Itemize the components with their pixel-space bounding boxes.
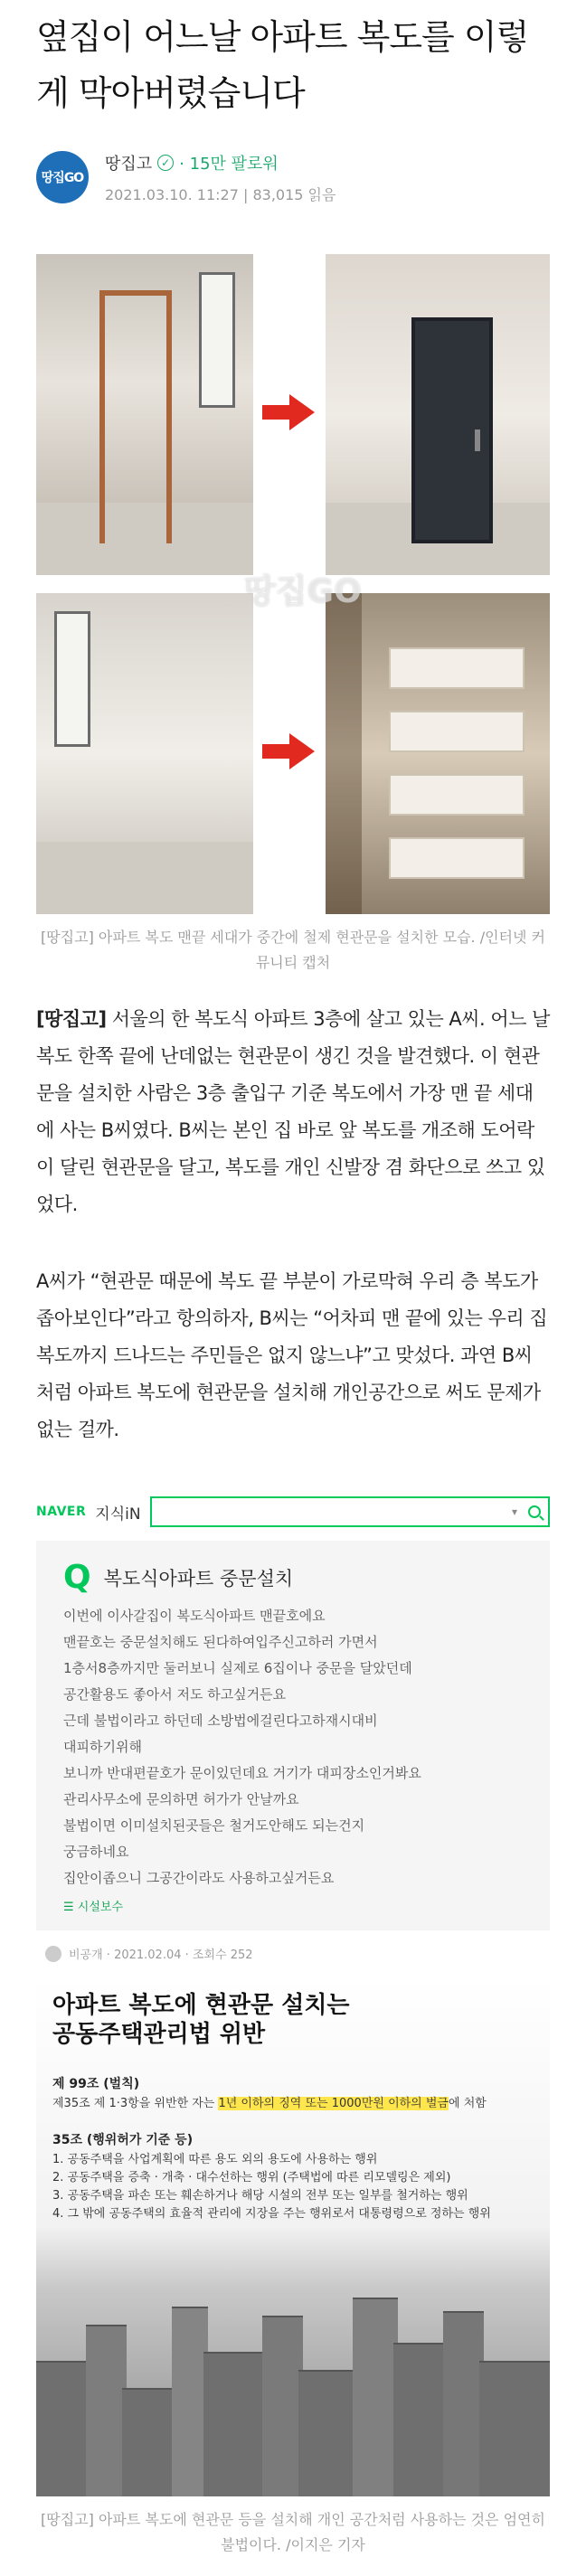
question-icon: Q bbox=[63, 1559, 91, 1596]
window bbox=[199, 272, 235, 408]
naver-kin-screenshot bbox=[36, 1494, 550, 1977]
question-line: 대피하기위해 bbox=[63, 1739, 142, 1755]
question-title: 복도식아파트 중문설치 bbox=[103, 1567, 294, 1590]
law-penalty-highlight: 1년 이하의 징역 또는 1000만원 이하의 벌금 bbox=[218, 2097, 449, 2110]
cabinet bbox=[389, 711, 525, 752]
law-item: 2. 공동주택을 증축 · 개축 · 대수선하는 행위 (주택법에 따른 리모델링은 제외) bbox=[52, 2171, 451, 2184]
author-row bbox=[36, 141, 550, 213]
article-meta: 2021.03.10. 11:27 | 83,015 읽음 bbox=[105, 185, 336, 203]
photo-before-corridor bbox=[36, 593, 253, 914]
question-line: 맨끝호는 중문설치해도 된다하여입주신고하러 가면서 bbox=[63, 1634, 378, 1650]
door bbox=[411, 317, 493, 543]
article-title: 옆집이 어느날 아파트 복도를 이렇게 막아버렸습니다 bbox=[36, 17, 529, 113]
city-skyline bbox=[36, 2288, 550, 2496]
cabinet bbox=[389, 647, 525, 689]
floor bbox=[36, 842, 253, 914]
watermark-logo: 땅집GO bbox=[244, 573, 362, 610]
law-item: 4. 그 밖에 공동주택의 효율적 관리에 지장을 주는 행위로서 대통령령으로 정하는 행위 bbox=[52, 2207, 491, 2221]
shutter bbox=[326, 593, 362, 914]
naver-logo: NAVER bbox=[36, 1505, 87, 1519]
arrow-right-icon bbox=[262, 394, 317, 430]
photo-before-door bbox=[36, 254, 253, 575]
author-info bbox=[105, 151, 336, 204]
question-line: 이번에 이사갈집이 복도식아파트 맨끝호에요 bbox=[63, 1608, 326, 1624]
avatar[interactable]: 땅집GO bbox=[36, 151, 89, 203]
law-penalty-pre: 제35조 제 1·3항을 위반한 자는 bbox=[52, 2097, 219, 2110]
question-body bbox=[63, 1603, 523, 1892]
law-infographic bbox=[36, 1977, 550, 2496]
paragraph-tag: [땅집고] bbox=[36, 1008, 107, 1030]
paragraph-2: A씨가 “현관문 때문에 복도 끝 부분이 가로막혀 우리 층 복도가 좁아보인다”라고 항의하자, B씨는 “어차피 맨 끝에 있는 우리 집 복도까지 드나드는 주민들은 없지 않느냐”고 맞섰다. 과연 B씨처럼 아파트 복도에 현관문을 설치해 개인공간으로 써도 문제가 없는 걸까. bbox=[36, 1270, 548, 1440]
author-name[interactable]: 땅집고 bbox=[105, 154, 153, 174]
question-line: 공간활용도 좋아서 저도 하고싶거든요 bbox=[63, 1686, 287, 1703]
photo-after-corridor bbox=[326, 593, 550, 914]
cabinet bbox=[389, 774, 525, 816]
question-line: 1층서8층까지만 둘러보니 실제로 6집이나 중문을 달았던데 bbox=[63, 1660, 412, 1676]
infographic-title bbox=[52, 1991, 350, 2049]
question-line: 관리사무소에 문의하면 허가가 안날까요 bbox=[63, 1791, 299, 1807]
follower-count[interactable]: · 15만 팔로워 bbox=[179, 154, 279, 174]
door-frame bbox=[99, 290, 172, 543]
infographic-title-line: 공동주택관리법 위반 bbox=[52, 2021, 266, 2048]
law-section-title: 제 99조 (벌칙) bbox=[52, 2077, 140, 2091]
infographic-caption: [땅집고] 아파트 복도에 현관문 등을 설치해 개인 공간처럼 사용하는 것은 엄연히 불법이다. /이지은 기자 bbox=[41, 2511, 545, 2553]
search-input bbox=[150, 1496, 550, 1527]
author-line bbox=[105, 151, 336, 175]
question-line: 근데 불법이라고 하던데 소방법에걸린다고하재시대비 bbox=[63, 1713, 378, 1729]
chevron-down-icon: ▾ bbox=[511, 1505, 517, 1518]
kin-brand: 지식iN bbox=[95, 1505, 141, 1524]
question-line: 집안이좁으니 그공간이라도 사용하고싶거든요 bbox=[63, 1870, 335, 1886]
user-icon bbox=[45, 1946, 61, 1962]
window bbox=[54, 611, 90, 747]
law-item: 3. 공동주택을 파손 또는 훼손하거나 해당 시설의 전부 또는 일부를 철거하는 행위 bbox=[52, 2189, 468, 2203]
law-section-title: 35조 (행위허가 기준 등) bbox=[52, 2133, 194, 2147]
question-meta: 비공개 · 2021.02.04 · 조회수 252 bbox=[69, 1949, 253, 1962]
search-icon bbox=[528, 1505, 541, 1518]
arrow-right-icon bbox=[262, 733, 317, 769]
paragraph-1 bbox=[36, 1001, 550, 1223]
infographic-title-line: 아파트 복도에 현관문 설치는 bbox=[52, 1992, 350, 2019]
question-footer bbox=[36, 1930, 550, 1977]
check-circle-icon: ✓ bbox=[157, 155, 174, 171]
question-line: 불법이면 이미설치된곳들은 철거도안해도 되는건지 bbox=[63, 1817, 365, 1834]
law-penalty-post: 에 처함 bbox=[449, 2097, 487, 2110]
question-card bbox=[36, 1541, 550, 1930]
law-item: 1. 공동주택을 사업계획에 따른 용도 외의 용도에 사용하는 행위 bbox=[52, 2153, 378, 2166]
photo-caption: [땅집고] 아파트 복도 맨끝 세대가 중간에 철제 현관문을 설치한 모습. /인터넷 커뮤니티 캡처 bbox=[40, 929, 546, 971]
kin-header bbox=[36, 1494, 550, 1530]
question-line: 보니까 반대편끝호가 문이있던데요 거기가 대피장소인거봐요 bbox=[63, 1765, 421, 1781]
question-line: 궁금하네요 bbox=[63, 1844, 129, 1860]
photo-after-door bbox=[326, 254, 550, 575]
question-header bbox=[63, 1559, 523, 1596]
category-tag: ☰ 시설보수 bbox=[63, 1901, 124, 1914]
cabinet bbox=[389, 837, 525, 879]
law-penalty bbox=[52, 2096, 487, 2112]
photo-collage bbox=[36, 254, 550, 914]
paragraph-text: 서울의 한 복도식 아파트 3층에 살고 있는 A씨. 어느 날 복도 한쪽 끝에 난데없는 현관문이 생긴 것을 발견했다. 이 현관문을 설치한 사람은 3층 출입구 기준 복도에서 가장 맨 끝 세대에 사는 B씨였다. B씨는 본인 집 바로 앞 복도를 개조해 도어락이 달린 현관문을 달고, 복도를 개인 신발장 겸 화단으로 쓰고 있었다. bbox=[36, 1008, 550, 1215]
